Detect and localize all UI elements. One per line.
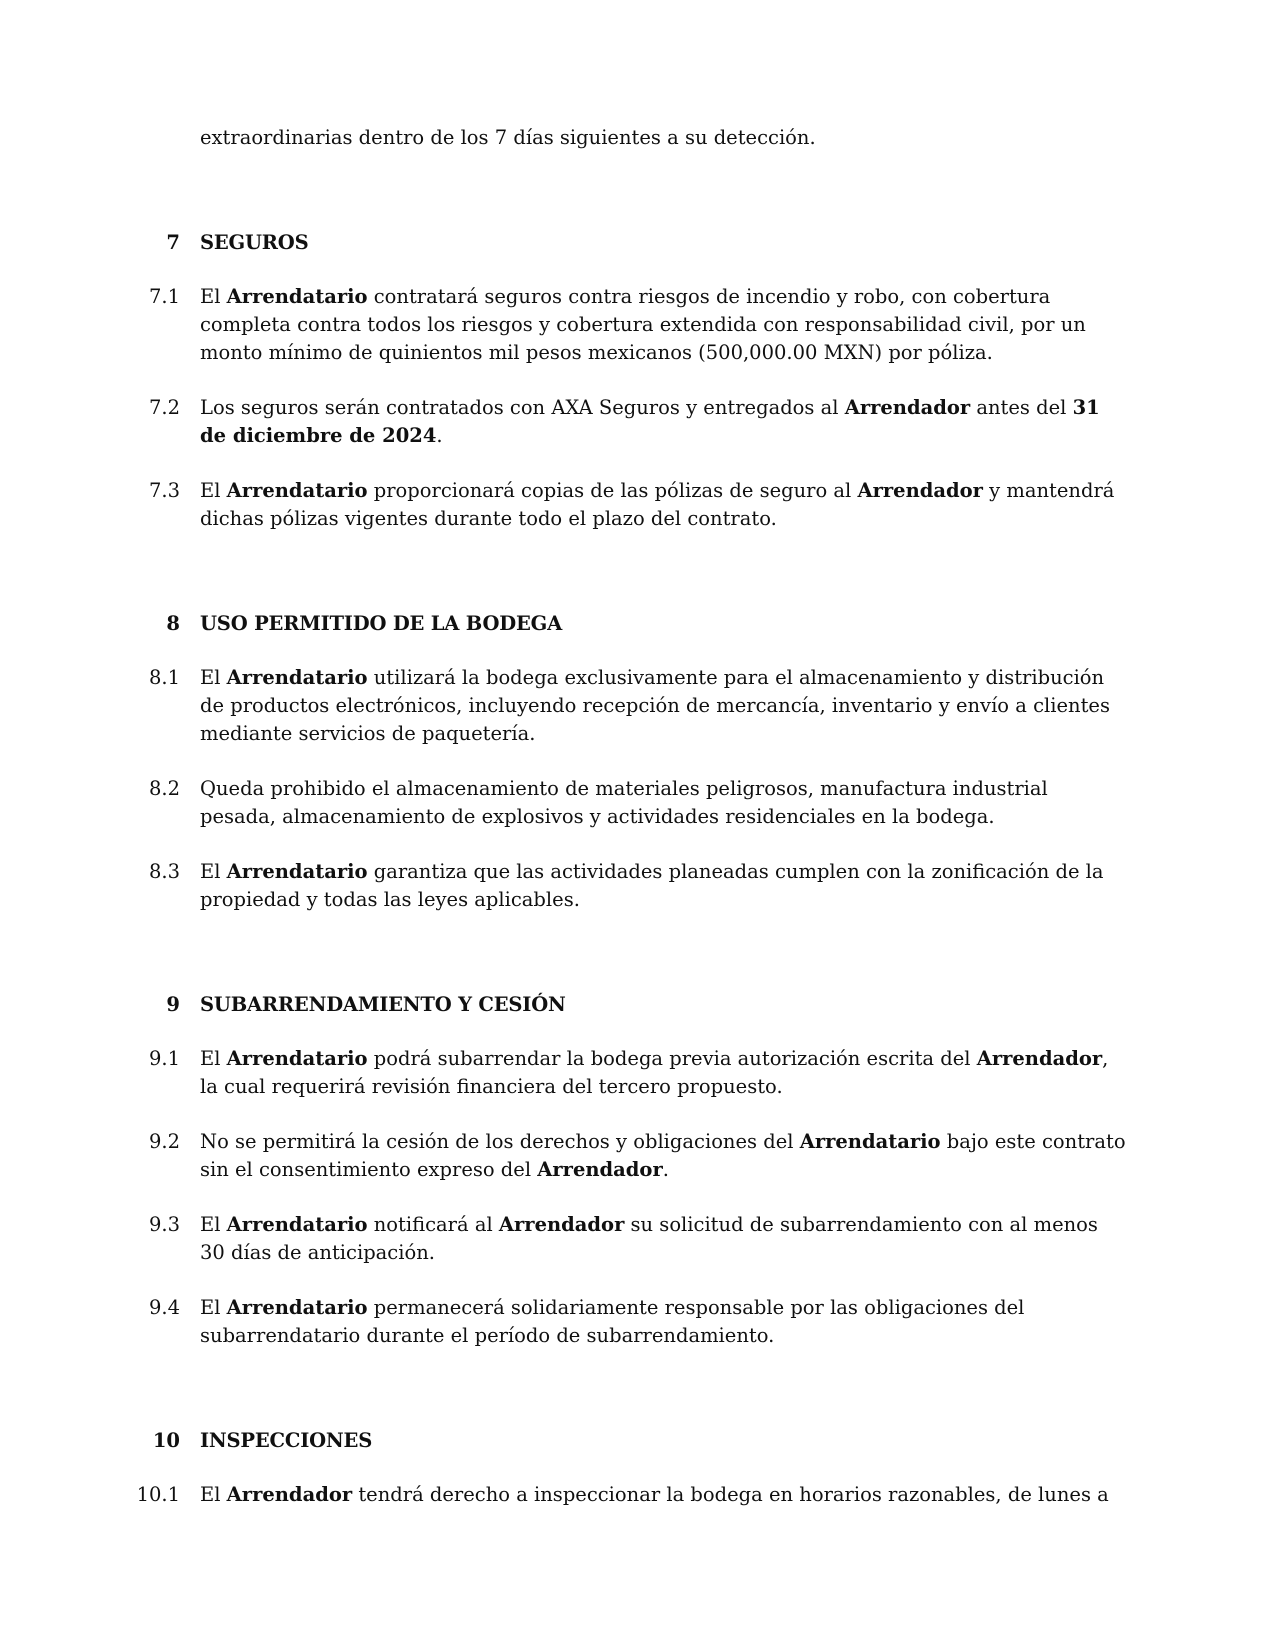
text-segment: tendrá derecho a inspeccionar la bodega en horarios razonables, de lunes a (352, 1483, 1109, 1506)
defined-term: Arrendatario (226, 285, 368, 308)
clause-number: 10.1 (136, 1483, 180, 1506)
clause-number: 9.1 (148, 1047, 180, 1070)
defined-term: Arrendador (537, 1158, 663, 1181)
contract-section (120, 991, 1128, 1377)
clause-row (120, 1128, 1128, 1184)
defined-term: Arrendatario (226, 1047, 368, 1070)
section-title: SEGUROS (200, 231, 309, 254)
text-segment: , la cual requerirá revisión financiera del tercero propuesto. (200, 1047, 1109, 1098)
clause-row (120, 394, 1128, 450)
text-segment: antes del (970, 396, 1073, 419)
section-clauses (120, 1481, 1128, 1536)
clause-row (120, 1045, 1128, 1101)
clause-text (200, 477, 1128, 533)
section-heading-body (200, 1427, 1128, 1455)
text-segment: . (662, 1158, 669, 1181)
contract-section (120, 610, 1128, 941)
clause-number: 9.4 (148, 1296, 180, 1319)
text-segment: El (200, 1047, 227, 1070)
clause-number: 8.2 (148, 777, 180, 800)
text-segment: proporcionará copias de las pólizas de seguro al (367, 479, 858, 502)
text-segment: y mantendrá dichas pólizas vigentes durante todo el plazo del contrato. (200, 479, 1115, 530)
clause-number: 8.1 (148, 666, 180, 689)
clause-number: 9.3 (148, 1213, 180, 1236)
section-heading-row (120, 610, 1128, 638)
defined-term: Arrendador (857, 479, 983, 502)
defined-term: Arrendatario (226, 860, 368, 883)
text-segment: garantiza que las actividades planeadas cumplen con la zonificación de la propiedad y todas las leyes aplicables. (200, 860, 1104, 911)
clause-row (120, 1211, 1128, 1267)
clause-body (200, 283, 1128, 367)
clause-text (200, 1128, 1128, 1184)
contract-section (120, 229, 1128, 560)
clause-body (200, 1481, 1128, 1509)
defined-term: Arrendatario (226, 666, 368, 689)
text-segment: El (200, 1296, 227, 1319)
clause-row (120, 1481, 1128, 1509)
text-segment: El (200, 479, 227, 502)
section-clauses (120, 1045, 1128, 1377)
section-clauses (120, 664, 1128, 941)
clause-body (200, 394, 1128, 450)
clause-text (200, 664, 1128, 748)
defined-term: Arrendador (226, 1483, 353, 1506)
clause-row (120, 477, 1128, 533)
text-segment: notificará al (367, 1213, 499, 1236)
clause-number: 7.1 (148, 285, 180, 308)
section-number: 8 (166, 612, 180, 635)
defined-term: 31 de diciembre de 2024 (200, 396, 1100, 447)
defined-term: Arrendador (498, 1213, 625, 1236)
text-segment: El (200, 1213, 227, 1236)
text-segment: bajo este contrato sin el consentimiento expreso del (200, 1130, 1126, 1181)
clause-body (200, 1045, 1128, 1101)
section-title: SUBARRENDAMIENTO Y CESIÓN (200, 993, 566, 1016)
clause-text (200, 1211, 1128, 1267)
clause-text (200, 1294, 1128, 1350)
text-segment: Queda prohibido el almacenamiento de materiales peligrosos, manufactura industrial pesada, almacenamiento de explosivos y actividades residenciales en la bodega. (200, 777, 1048, 828)
text-segment: permanecerá solidariamente responsable por las obligaciones del subarrendatario durante el período de subarrendamiento. (200, 1296, 1025, 1347)
clause-body (200, 775, 1128, 831)
text-segment: El (200, 1483, 227, 1506)
defined-term: Arrendador (976, 1047, 1103, 1070)
defined-term: Arrendatario (799, 1130, 941, 1153)
section-heading-body (200, 610, 1128, 638)
section-title: INSPECCIONES (200, 1429, 373, 1452)
section-number: 9 (166, 993, 180, 1016)
defined-term: Arrendador (844, 396, 971, 419)
clause-text (200, 775, 1128, 831)
clause-number: 7.3 (148, 479, 180, 502)
text-segment: utilizará la bodega exclusivamente para el almacenamiento y distribución de productos electrónicos, incluyendo recepción de mercancía, inventario y envío a clientes mediante servicios de paquetería. (200, 666, 1110, 745)
contract-section (120, 1427, 1128, 1536)
clause-row (120, 283, 1128, 367)
clause-body (200, 1128, 1128, 1184)
clause-text (200, 283, 1128, 367)
clause-body (200, 858, 1128, 914)
clause-body (200, 477, 1128, 533)
clause-text (200, 858, 1128, 914)
text-segment: . (436, 424, 443, 447)
text-segment: El (200, 860, 227, 883)
section-heading-row (120, 1427, 1128, 1455)
clause-number: 7.2 (148, 396, 180, 419)
text-segment: contratará seguros contra riesgos de incendio y robo, con cobertura completa contra todos los riesgos y cobertura extendida con responsabilidad civil, por un monto mínimo de quinientos mil pesos mexicanos (500,000.00 MXN) por póliza. (200, 285, 1086, 364)
section-heading-body (200, 991, 1128, 1019)
section-number: 7 (166, 231, 180, 254)
clause-text (200, 1481, 1128, 1509)
text-segment: Los seguros serán contratados con AXA Seguros y entregados al (200, 396, 845, 419)
clause-row (120, 858, 1128, 914)
sections-container (120, 179, 1128, 1536)
defined-term: Arrendatario (226, 479, 368, 502)
text-segment: No se permitirá la cesión de los derechos y obligaciones del (200, 1130, 800, 1153)
section-heading-row (120, 229, 1128, 257)
clause-text (200, 394, 1128, 450)
clause-row (120, 1294, 1128, 1350)
defined-term: Arrendatario (226, 1296, 368, 1319)
clause-body (200, 1211, 1128, 1267)
clause-number: 9.2 (148, 1130, 180, 1153)
clause-row (120, 664, 1128, 748)
defined-term: Arrendatario (226, 1213, 368, 1236)
text-segment: El (200, 285, 227, 308)
carryover-paragraph: extraordinarias dentro de los 7 días siguientes a su detección. (200, 126, 816, 149)
clause-body (200, 1294, 1128, 1350)
text-segment: podrá subarrendar la bodega previa autorización escrita del (367, 1047, 977, 1070)
section-title: USO PERMITIDO DE LA BODEGA (200, 612, 562, 635)
clause-number: 8.3 (148, 860, 180, 883)
contract-content (120, 124, 1128, 1536)
section-clauses (120, 283, 1128, 560)
clause-body (200, 664, 1128, 748)
clause-text (200, 1045, 1128, 1101)
text-segment: El (200, 666, 227, 689)
section-heading-body (200, 229, 1128, 257)
clause-row (120, 775, 1128, 831)
section-number: 10 (152, 1429, 180, 1452)
section-heading-row (120, 991, 1128, 1019)
text-segment: su solicitud de subarrendamiento con al menos 30 días de anticipación. (200, 1213, 1098, 1264)
